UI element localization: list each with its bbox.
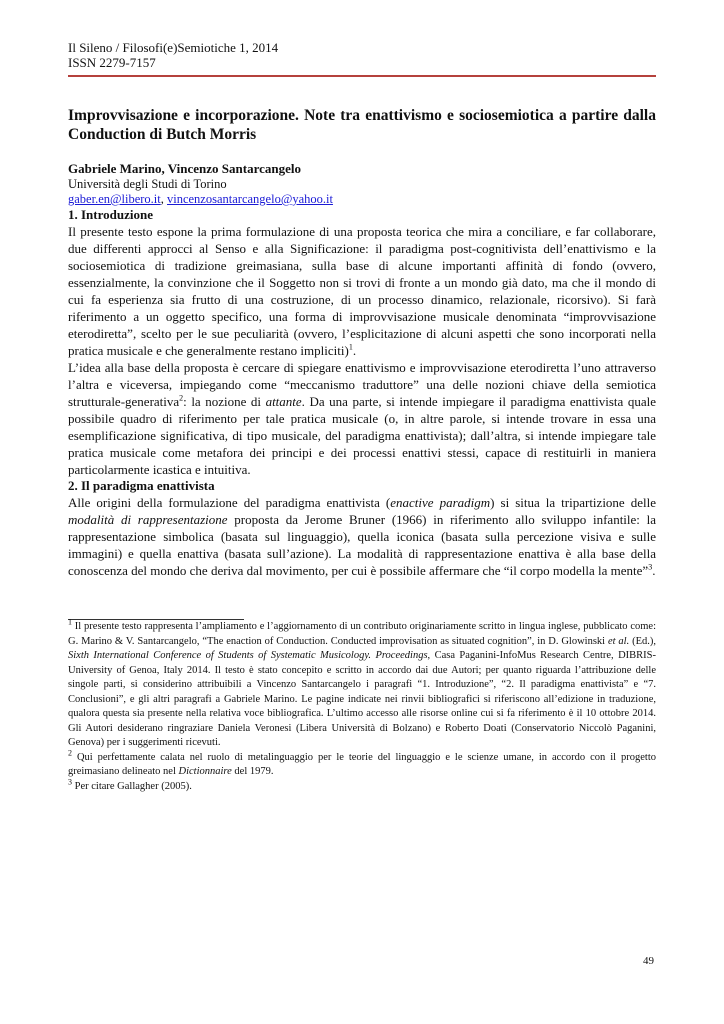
- paragraph: [68, 223, 656, 359]
- paragraph-text: Alle origini della formulazione del paradigma enattivista (: [68, 495, 391, 510]
- footnote-ref: 1: [348, 342, 353, 352]
- journal-name: Il Sileno / Filosofi(e)Semiotiche 1, 2014: [68, 40, 279, 55]
- emphasis-text: modalità di rappresentazione: [68, 512, 228, 527]
- emphasis-text: attante: [265, 394, 302, 409]
- paragraph-text: . Da una parte, si intende impiegare il paradigma enattivista quale possibile quadro di riferimento per tale pratica musicale (o, in altre parole, si intende trovare in essa una esemplificazione significativa, di tipo musicale, del paradigma enattivista); dall’altra, si intende impiegare tale pratica musicale come metafora dei principi e dei processi enattivi stessi, capace di restituirli in maniera particolarmente icastica e intuitiva.: [68, 394, 656, 477]
- email-separator: ,: [160, 192, 167, 206]
- emphasis-text: et al.: [607, 635, 630, 647]
- journal-issn: ISSN 2279-7157: [68, 55, 156, 70]
- footnote-text: Qui perfettamente calata nel ruolo di metalinguaggio per le teorie del linguaggio e le scienze umane, in accordo con il progetto greimasiano delineato nel: [68, 751, 656, 777]
- paragraph-text: L’idea alla base della proposta è cercare di spiegare enattivismo e improvvisazione eterodiretta l’uno attraverso l’altra e viceversa, impiegando come “meccanismo traduttore” una delle nozioni chiave della semiotica strutturale-generativa: [68, 360, 656, 409]
- paragraph: [68, 494, 656, 579]
- footnote-text: Per citare Gallagher (2005).: [72, 780, 192, 792]
- paragraph-text: Il presente testo espone la prima formulazione di una proposta teorica che mira a conciliare, e far collaborare, due differenti approcci al Senso e alla Significazione: il paradigma post-cognitivista dell’enattivismo e la sociosemiotica di tradizione greimasiana, sulla base di alcune importanti affinità di fondo (ovvero, essenzialmente, la convinzione che il Soggetto non si trovi di fronte a un mondo già dato, ma che il mondo di cui fa esperienza sia frutto di una costruzione, di un processo dinamico, relazionale, ricorsivo). Si farà riferimento a un oggetto specifico, una forma di improvvisazione musicale denominata “improvvisazione eterodiretta”, scelto per le sue peculiarità (ovvero, l’esplicitazione di alcuni aspetti che sono incorporati nella pratica musicale e che generalmente restano impliciti): [68, 224, 656, 358]
- paragraph-text: .: [352, 343, 357, 358]
- footnote-text: Il presente testo rappresenta l’ampliamento e l’aggiornamento di un contributo originariamente scritto in lingua inglese, pubblicato come: G. Marino & V. Santarcangelo, “The enaction of Conduction. Conducted improvisation as situated cognition”, in D. Glowinski: [68, 621, 656, 647]
- footnote-1: [68, 617, 656, 751]
- paragraph-text: : la nozione di: [183, 394, 266, 409]
- author-emails: [68, 192, 656, 207]
- footnote-3: [68, 777, 656, 795]
- footnote-text: (Ed.),: [629, 635, 656, 647]
- email-link-marino[interactable]: gaber.en@libero.it: [68, 192, 161, 206]
- author-affiliation: Università degli Studi di Torino: [68, 177, 227, 191]
- footnote-2: [68, 748, 656, 780]
- section-heading-introduzione: 1. Introduzione: [68, 207, 153, 222]
- paragraph-text: proposta da Jerome Bruner (1966) in riferimento allo sviluppo infantile: la rappresentazione simbolica (basata sul linguaggio), quella iconica (basata sulla percezione visiva e sulle immagini) e quella enattiva (basata sull’azione). La modalità di rappresentazione enattiva è alla base della conoscenza del mondo che deriva dal movimento, per cui è possibile affermare che “il corpo modella la mente”: [68, 512, 657, 578]
- footnote-text: , Casa Paganini-InfoMus Research Centre, DIBRIS-University of Genoa, Italy 2014. Il testo è stato concepito e scritto in accordo dai due Autori; per quanto riguarda l’attribuzione delle singole parti, si considerino attribuibili a Vincenzo Santarcangelo i paragrafi “1. Introduzione”, “2. Il paradigma enattivista” e “7. Conclusioni”, e gli altri paragrafi a Gabriele Marino. Le pagine indicate nei rinvii bibliografici si riferiscono all’edizione in traduzione, qualora questa sia presente nella relativa voce bibliografica. L’ultimo accesso alle risorse online cui si fa riferimento è il 10 ottobre 2014. Gli Autori desiderano ringraziare Daniela Veronesi (Libera Università di Bolzano) e Roberto Doati (Conservatorio Niccolò Paganini, Genova) per i suggerimenti ricevuti.: [68, 650, 656, 748]
- journal-header: [68, 40, 656, 70]
- footnote-text: del 1979.: [231, 766, 274, 777]
- header-rule: [68, 75, 656, 77]
- email-link-santarcangelo[interactable]: vincenzosantarcangelo@yahoo.it: [166, 192, 333, 206]
- emphasis-text: Dictionnaire: [178, 766, 232, 777]
- paragraph-text: ) si situa la tripartizione delle: [490, 495, 656, 510]
- page-number: 49: [643, 955, 654, 967]
- section-heading-paradigma: 2. Il paradigma enattivista: [68, 478, 215, 493]
- article-title: Improvvisazione e incorporazione. Note tra enattivismo e sociosemiotica a partire dalla Conduction di Butch Morris: [68, 107, 656, 143]
- footnote-number: 2: [68, 748, 72, 757]
- paragraph: [68, 359, 656, 478]
- emphasis-text: Sixth International Conference of Students of Systematic Musicology. Proceedings: [68, 650, 428, 661]
- footnote-ref: 3: [648, 562, 653, 572]
- footnote-number: 1: [68, 617, 72, 627]
- paragraph-text: .: [652, 563, 656, 578]
- footnote-number: 3: [68, 777, 72, 786]
- article-authors: Gabriele Marino, Vincenzo Santarcangelo: [68, 161, 302, 176]
- emphasis-text: enactive paradigm: [390, 495, 491, 510]
- document-page: [68, 40, 656, 794]
- footnote-ref: 2: [179, 393, 184, 403]
